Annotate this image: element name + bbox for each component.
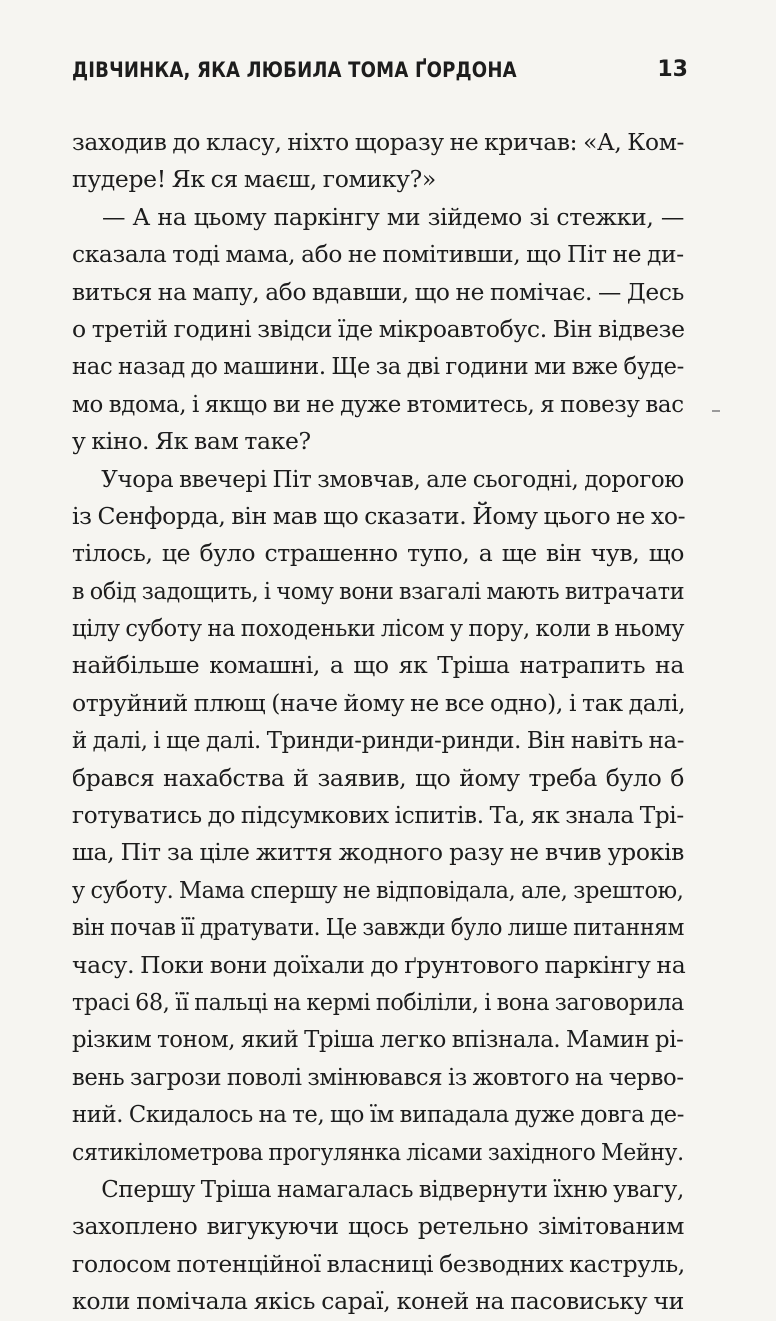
text-line: — А на цьому паркінгу ми зійдемо зі стежки, — xyxy=(102,202,684,231)
scan-mark xyxy=(712,410,720,412)
text-line: в обід задощить, і чому вони взагалі мають витрачати xyxy=(72,576,685,605)
text-line: й далі, і ще далі. Тринди-ринди-ринди. Він навіть на- xyxy=(72,726,685,755)
text-line: нас назад до машини. Ще за дві години ми вже буде- xyxy=(72,352,684,381)
text-line: він почав її дратувати. Це завжди було лише питанням xyxy=(72,913,685,942)
text-line: Учора ввечері Піт змовчав, але сьогодні, дорогою xyxy=(101,464,684,493)
text-line: захоплено вигукуючи щось ретельно зімітованим xyxy=(72,1212,684,1241)
text-line: ша, Піт за ціле життя жодного разу не вчив уроків xyxy=(72,838,684,867)
text-line: трасі 68, її пальці на кермі побіліли, і вона заговорила xyxy=(72,987,684,1016)
text-line: найбільше комашні, а що як Тріша натрапить на xyxy=(72,651,684,680)
text-line: із Сенфорда, він мав що сказати. Йому цього не хо- xyxy=(72,501,686,530)
text-line: цілу суботу на походеньки лісом у пору, коли в ньому xyxy=(72,614,685,643)
text-line: у кіно. Як вам таке? xyxy=(72,427,311,456)
text-line: готуватись до підсумкових іспитів. Та, як знала Трі- xyxy=(72,801,684,830)
text-line: заходив до класу, ніхто щоразу не кричав: «А, Ком- xyxy=(72,128,685,156)
text-line: виться на мапу, або вдавши, що не помічає. — Десь xyxy=(72,277,684,306)
page-number: 13 xyxy=(657,57,688,82)
running-title: ДІВЧИНКА, ЯКА ЛЮБИЛА ТОМА ҐОРДОНА xyxy=(72,58,517,82)
text-line: часу. Поки вони доїхали до ґрунтового паркінгу на xyxy=(72,950,686,979)
text-line: коли помічала якісь сараї, коней на пасовиську чи xyxy=(72,1287,684,1316)
text-line: отруйний плющ (наче йому не все одно), і так далі, xyxy=(72,688,686,717)
text-line: ний. Скидалось на те, що їм випадала дуже довга де- xyxy=(72,1100,685,1129)
text-line: брався нахабства й заявив, що йому треба було б xyxy=(72,763,684,792)
body-text xyxy=(72,124,684,1321)
text-line: голосом потенційної власниці безводних каструль, xyxy=(72,1249,685,1278)
text-line: сятикілометрова прогулянка лісами західного Мейну. xyxy=(72,1137,684,1166)
page-header xyxy=(72,50,690,90)
text-line: сказала тоді мама, або не помітивши, що Піт не ди- xyxy=(72,240,684,269)
text-line: різким тоном, який Тріша легко впізнала. Мамин рі- xyxy=(72,1025,684,1054)
text-line: тілось, це було страшенно тупо, а ще він чув, що xyxy=(72,539,684,568)
text-line: вень загрози поволі змінювався із жовтого на черво- xyxy=(72,1062,684,1091)
text-line: мо вдома, і якщо ви не дуже втомитесь, я повезу вас xyxy=(72,389,684,418)
text-line: о третій годині звідси їде мікроавтобус. Він відвезе xyxy=(72,314,685,343)
text-line: Спершу Тріша намагалась відвернути їхню увагу, xyxy=(101,1174,684,1203)
text-line: у суботу. Мама спершу не відповідала, але, зрештою, xyxy=(72,875,684,904)
text-line: пудере! Як ся маєш, гомику?» xyxy=(72,165,436,194)
